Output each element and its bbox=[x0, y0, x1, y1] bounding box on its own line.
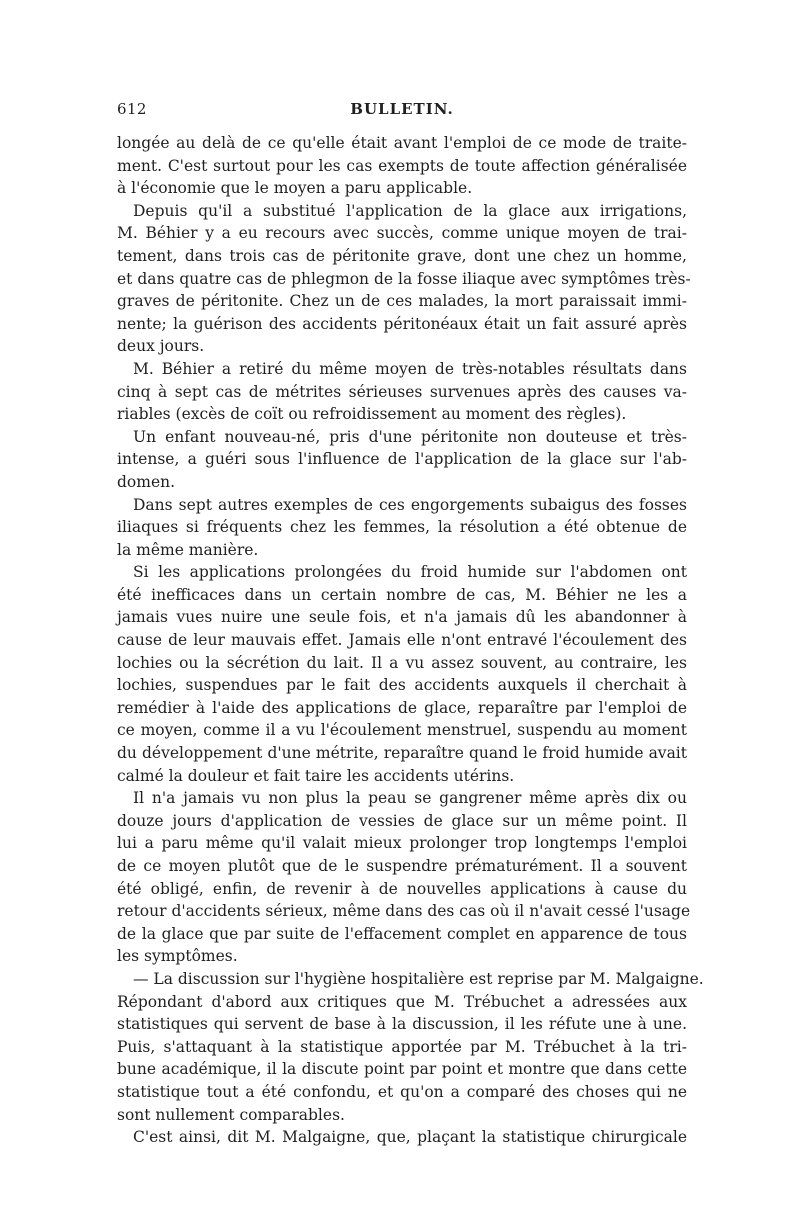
text-line: Depuis qu'il a substitué l'application de la glace aux irrigations, bbox=[133, 201, 687, 220]
page-number: 612 bbox=[117, 100, 147, 118]
running-title: BULLETIN. bbox=[350, 100, 454, 118]
text-line: lochies, suspendues par le fait des accidents auxquels il cherchait à bbox=[117, 676, 687, 695]
text-line: — La discussion sur l'hygiène hospitalière est reprise par M. Malgaigne. bbox=[133, 969, 704, 988]
text-line: deux jours. bbox=[117, 337, 205, 356]
body-text bbox=[117, 132, 704, 1147]
text-line: été inefficaces dans un certain nombre de cas, M. Béhier ne les a bbox=[117, 585, 687, 604]
text-line: à l'économie que le moyen a paru applicable. bbox=[117, 179, 473, 198]
text-line: iliaques si fréquents chez les femmes, la résolution a été obtenue de bbox=[117, 518, 687, 537]
text-line: sont nullement comparables. bbox=[117, 1105, 345, 1124]
text-line: cinq à sept cas de métrites sérieuses survenues après des causes va- bbox=[117, 382, 687, 401]
text-line: M. Béhier y a eu recours avec succès, comme unique moyen de trai- bbox=[117, 224, 687, 243]
text-line: Si les applications prolongées du froid humide sur l'abdomen ont bbox=[133, 563, 687, 582]
text-line: bune académique, il la discute point par point et montre que dans cette bbox=[117, 1060, 687, 1079]
text-line: Il n'a jamais vu non plus la peau se gangrener même après dix ou bbox=[133, 789, 687, 808]
text-line: été obligé, enfin, de revenir à de nouvelles applications à cause du bbox=[117, 879, 687, 898]
text-line: de la glace que par suite de l'effacement complet en apparence de tous bbox=[117, 924, 687, 943]
text-line: la même manière. bbox=[117, 540, 259, 559]
text-line: riables (excès de coït ou refroidissement au moment des règles). bbox=[117, 405, 627, 424]
text-line: Un enfant nouveau-né, pris d'une péritonite non douteuse et très- bbox=[133, 427, 687, 446]
text-line: nente; la guérison des accidents péritonéaux était un fait assuré après bbox=[117, 314, 687, 333]
text-line: intense, a guéri sous l'influence de l'application de la glace sur l'ab- bbox=[117, 450, 687, 469]
text-line: longée au delà de ce qu'elle était avant l'emploi de ce mode de traite- bbox=[117, 134, 687, 152]
text-line: graves de péritonite. Chez un de ces malades, la mort paraissait immi- bbox=[117, 292, 687, 311]
text-line: jamais vues nuire une seule fois, et n'a jamais dû les abandonner à bbox=[117, 608, 687, 627]
text-line: retour d'accidents sérieux, même dans des cas où il n'avait cessé l'usage bbox=[117, 902, 691, 921]
text-line: cause de leur mauvais effet. Jamais elle n'ont entravé l'écoulement des bbox=[117, 631, 687, 650]
text-line: les symptômes. bbox=[117, 947, 238, 966]
text-line: lochies ou la sécrétion du lait. Il a vu assez souvent, au contraire, les bbox=[117, 653, 687, 672]
text-line: et dans quatre cas de phlegmon de la fosse iliaque avec symptômes très- bbox=[117, 269, 691, 288]
text-line: ce moyen, comme il a vu l'écoulement menstruel, suspendu au moment bbox=[117, 721, 687, 740]
text-line: statistiques qui servent de base à la discussion, il les réfute une à une. bbox=[117, 1015, 687, 1034]
text-line: domen. bbox=[117, 472, 176, 491]
text-line: Puis, s'attaquant à la statistique apportée par M. Trébuchet à la tri- bbox=[117, 1037, 687, 1056]
text-line: statistique tout a été confondu, et qu'on a comparé des choses qui ne bbox=[117, 1082, 687, 1101]
text-line: tement, dans trois cas de péritonite grave, dont une chez un homme, bbox=[117, 246, 687, 265]
text-line: M. Béhier a retiré du même moyen de très-notables résultats dans bbox=[133, 359, 687, 378]
running-head bbox=[117, 100, 687, 124]
text-line: remédier à l'aide des applications de glace, reparaître par l'emploi de bbox=[117, 698, 687, 717]
text-line: ment. C'est surtout pour les cas exempts de toute affection généralisée bbox=[117, 156, 687, 175]
text-line: C'est ainsi, dit M. Malgaigne, que, plaçant la statistique chirurgicale bbox=[133, 1128, 687, 1147]
text-line: douze jours d'application de vessies de glace sur un même point. Il bbox=[117, 811, 687, 830]
text-line: calmé la douleur et fait taire les accidents utérins. bbox=[117, 766, 515, 785]
text-line: lui a paru même qu'il valait mieux prolonger trop longtemps l'emploi bbox=[117, 834, 687, 853]
text-line: Dans sept autres exemples de ces engorgements subaigus des fosses bbox=[133, 495, 687, 514]
text-line: du développement d'une métrite, reparaître quand le froid humide avait bbox=[117, 744, 687, 763]
text-line: de ce moyen plutôt que de le suspendre prématurément. Il a souvent bbox=[117, 857, 687, 875]
text-line: Répondant d'abord aux critiques que M. Trébuchet a adressées aux bbox=[117, 992, 687, 1011]
